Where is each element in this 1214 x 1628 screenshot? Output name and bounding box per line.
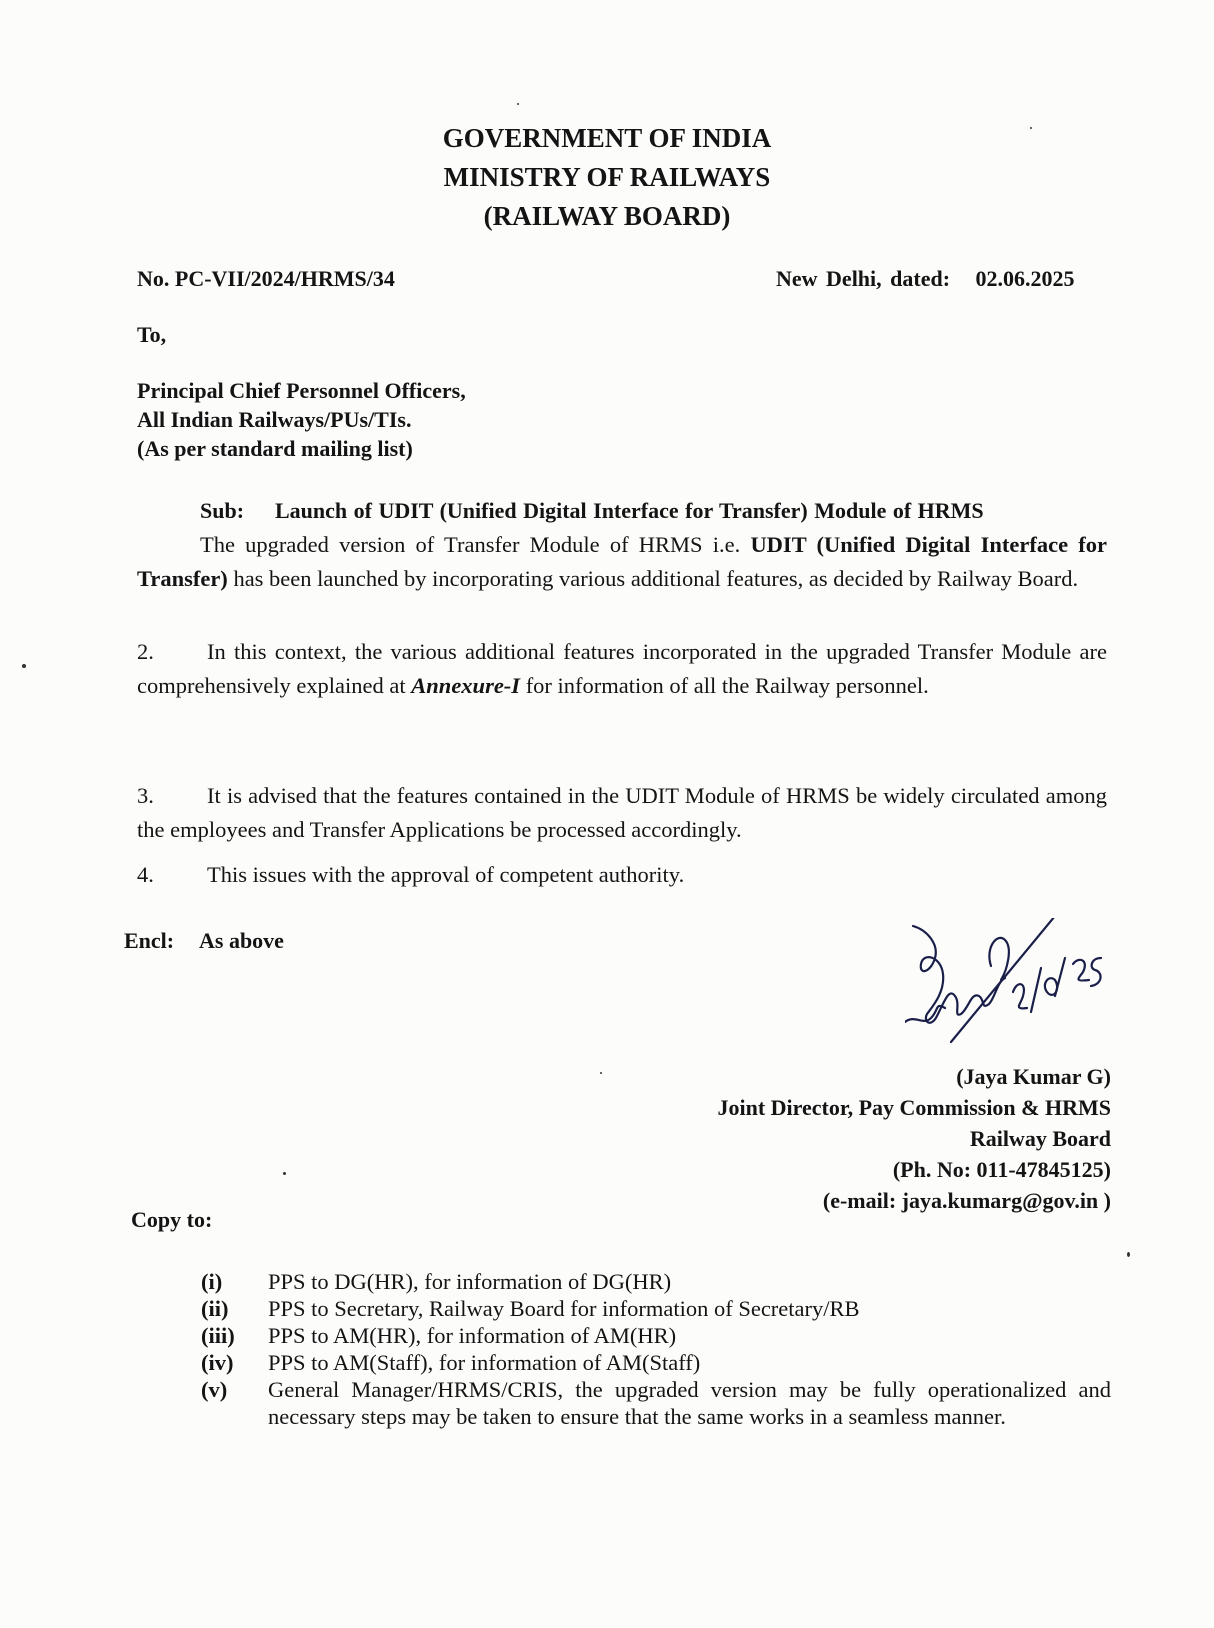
paragraph-1-bold: UDIT (Unified Digital Interface for Transfer) — [137, 532, 1107, 591]
copy-to-item-number: (i) — [201, 1269, 223, 1294]
signatory-designation: Joint Director, Pay Commission & HRMS — [717, 1095, 1111, 1120]
annexure-reference: Annexure-I — [411, 673, 521, 698]
addressee-line-1: Principal Chief Personnel Officers, — [137, 378, 466, 403]
copy-to-item-text: PPS to AM(Staff), for information of AM(Staff) — [268, 1350, 701, 1375]
copy-to-item — [201, 1295, 1111, 1322]
to-label: To, — [137, 322, 167, 347]
subject-label: Sub: — [200, 498, 245, 523]
copy-to-item-number: (ii) — [201, 1296, 229, 1321]
scan-speck — [517, 103, 519, 105]
enclosure-label: Encl: — [124, 928, 175, 953]
scan-speck — [1030, 127, 1032, 129]
paragraph-4 — [137, 858, 1107, 892]
copy-to-label: Copy to: — [131, 1207, 213, 1232]
copy-to-item — [201, 1322, 1111, 1349]
paragraph-3-number: 3. — [137, 783, 154, 808]
signatory-email: (e-mail: jaya.kumarg@gov.in ) — [822, 1188, 1111, 1213]
addressee-block — [137, 376, 466, 463]
scan-speck — [1127, 1252, 1130, 1257]
signatory-block — [717, 1061, 1111, 1216]
addressee-line-3: (As per standard mailing list) — [137, 436, 413, 461]
addressee-line-2: All Indian Railways/PUs/TIs. — [137, 407, 412, 432]
paragraph-4-text: This issues with the approval of competent authority. — [207, 862, 685, 887]
copy-to-item-number: (v) — [201, 1377, 228, 1402]
paragraph-2-text-b: for information of all the Railway personnel. — [520, 673, 929, 698]
copy-to-item-number: (iii) — [201, 1323, 235, 1348]
copy-to-item-text: PPS to Secretary, Railway Board for information of Secretary/RB — [268, 1296, 860, 1321]
header-government: GOVERNMENT OF INDIA — [442, 123, 772, 153]
handwritten-signature — [905, 918, 1105, 1063]
date-value: 02.06.2025 — [975, 266, 1075, 291]
paragraph-2-text-a: In this context, the various additional features incorporated in the upgraded Transfer Module are comprehensively explained at — [137, 639, 1107, 698]
scan-speck — [22, 664, 26, 668]
paragraph-1 — [137, 528, 1107, 596]
dated-line — [776, 266, 1075, 292]
copy-to-item — [201, 1349, 1111, 1376]
copy-to-item-number: (iv) — [201, 1350, 234, 1375]
header-ministry: MINISTRY OF RAILWAYS — [443, 162, 771, 192]
paragraph-1-text-b: has been launched by incorporating various additional features, as decided by Railway Board. — [227, 566, 1079, 591]
copy-to-item-text: PPS to DG(HR), for information of DG(HR) — [268, 1269, 672, 1294]
enclosure-line — [124, 928, 284, 954]
paragraph-3 — [137, 779, 1107, 847]
header-board: (RAILWAY BOARD) — [483, 201, 731, 231]
scan-speck — [600, 1072, 602, 1074]
copy-to-list — [201, 1268, 1111, 1430]
paragraph-2-number: 2. — [137, 639, 154, 664]
copy-to-item-text: PPS to AM(HR), for information of AM(HR) — [268, 1323, 677, 1348]
copy-to-item — [201, 1376, 1111, 1430]
copy-to-item-text: General Manager/HRMS/CRIS, the upgraded version may be fully operationalized and necessary steps may be taken to ensure that the same works in a seamless manner. — [268, 1377, 1111, 1429]
paragraph-1-text-a: The upgraded version of Transfer Module of HRMS i.e. — [200, 532, 751, 557]
paragraph-3-text: It is advised that the features contained in the UDIT Module of HRMS be widely circulated among the employees and Transfer Applications be processed accordingly. — [137, 783, 1107, 842]
signatory-office: Railway Board — [969, 1126, 1111, 1151]
scan-speck — [283, 1172, 286, 1175]
signatory-name: (Jaya Kumar G) — [956, 1064, 1111, 1089]
signatory-phone: (Ph. No: 011-47845125) — [892, 1157, 1111, 1182]
subject-line — [200, 498, 984, 524]
date-label: New Delhi, dated: — [776, 266, 951, 291]
reference-number: No. PC-VII/2024/HRMS/34 — [137, 266, 395, 291]
subject-text: Launch of UDIT (Unified Digital Interface for Transfer) Module of HRMS — [275, 498, 984, 523]
paragraph-4-number: 4. — [137, 862, 154, 887]
enclosure-text: As above — [199, 928, 284, 953]
paragraph-2 — [137, 635, 1107, 703]
copy-to-item — [201, 1268, 1111, 1295]
